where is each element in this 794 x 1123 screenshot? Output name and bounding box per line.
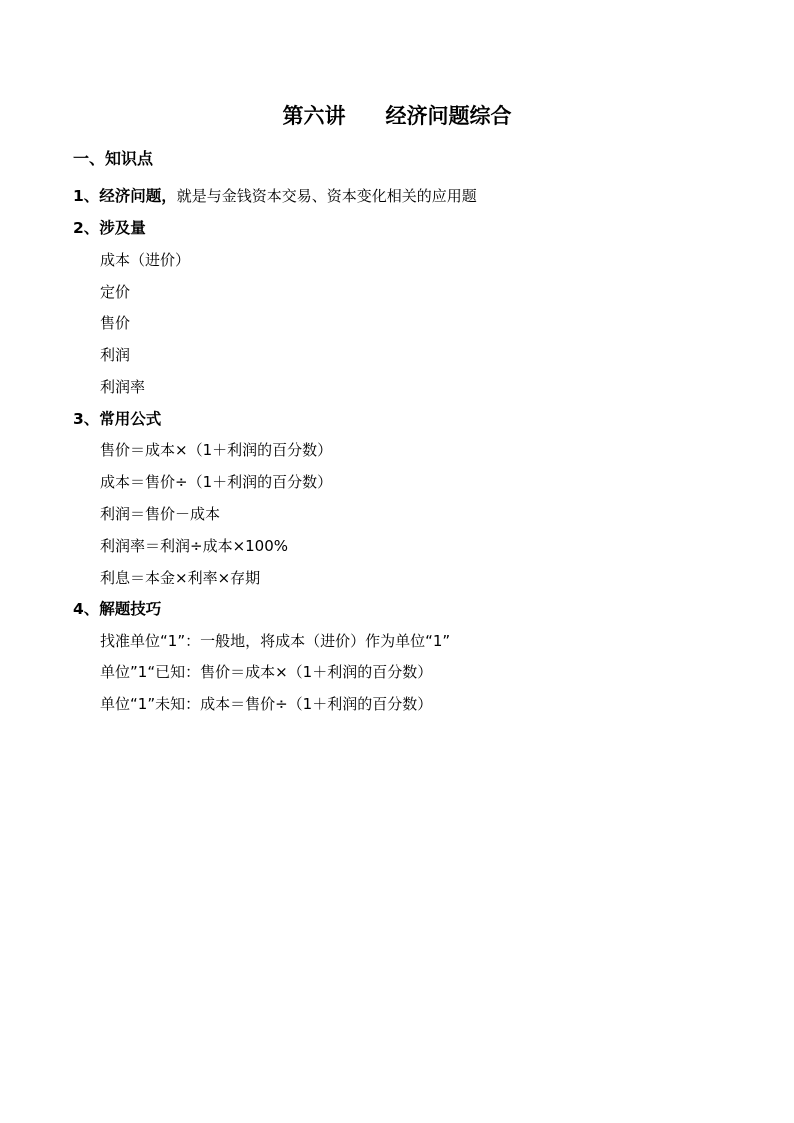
- formula-item: 利润＝售价－成本: [100, 505, 221, 523]
- lecture-topic: 经济问题综合: [385, 104, 512, 128]
- formula-item: 利息＝本金×利率×存期: [100, 569, 261, 587]
- item-3-heading: 3、常用公式: [73, 410, 162, 428]
- item-1-label: 1、经济问题，: [73, 187, 177, 205]
- item-1-text: 就是与金钱资本交易、资本变化相关的应用题: [176, 187, 477, 205]
- quantity-item: 售价: [100, 314, 131, 332]
- tip-item: 单位“1”未知：成本＝售价÷（1＋利润的百分数）: [100, 695, 433, 713]
- tip-item: 找准单位“1”：一般地，将成本（进价）作为单位“1”: [100, 632, 451, 650]
- quantity-item: 利润: [100, 346, 131, 364]
- formula-item: 售价＝成本×（1＋利润的百分数）: [100, 441, 333, 459]
- quantity-item: 成本（进价）: [100, 251, 191, 269]
- quantity-item: 定价: [100, 283, 131, 301]
- section-heading-knowledge: 一、知识点: [73, 149, 154, 168]
- tip-item: 单位”1“已知：售价＝成本×（1＋利润的百分数）: [100, 663, 433, 681]
- page-title: [0, 101, 794, 131]
- quantity-item: 利润率: [100, 378, 146, 396]
- formula-item: 利润率＝利润÷成本×100%: [100, 537, 289, 555]
- formula-item: 成本＝售价÷（1＋利润的百分数）: [100, 473, 333, 491]
- lecture-number: 第六讲: [282, 104, 346, 128]
- item-4-heading: 4、解题技巧: [73, 600, 162, 618]
- item-2-heading: 2、涉及量: [73, 219, 146, 237]
- item-1: [73, 185, 477, 207]
